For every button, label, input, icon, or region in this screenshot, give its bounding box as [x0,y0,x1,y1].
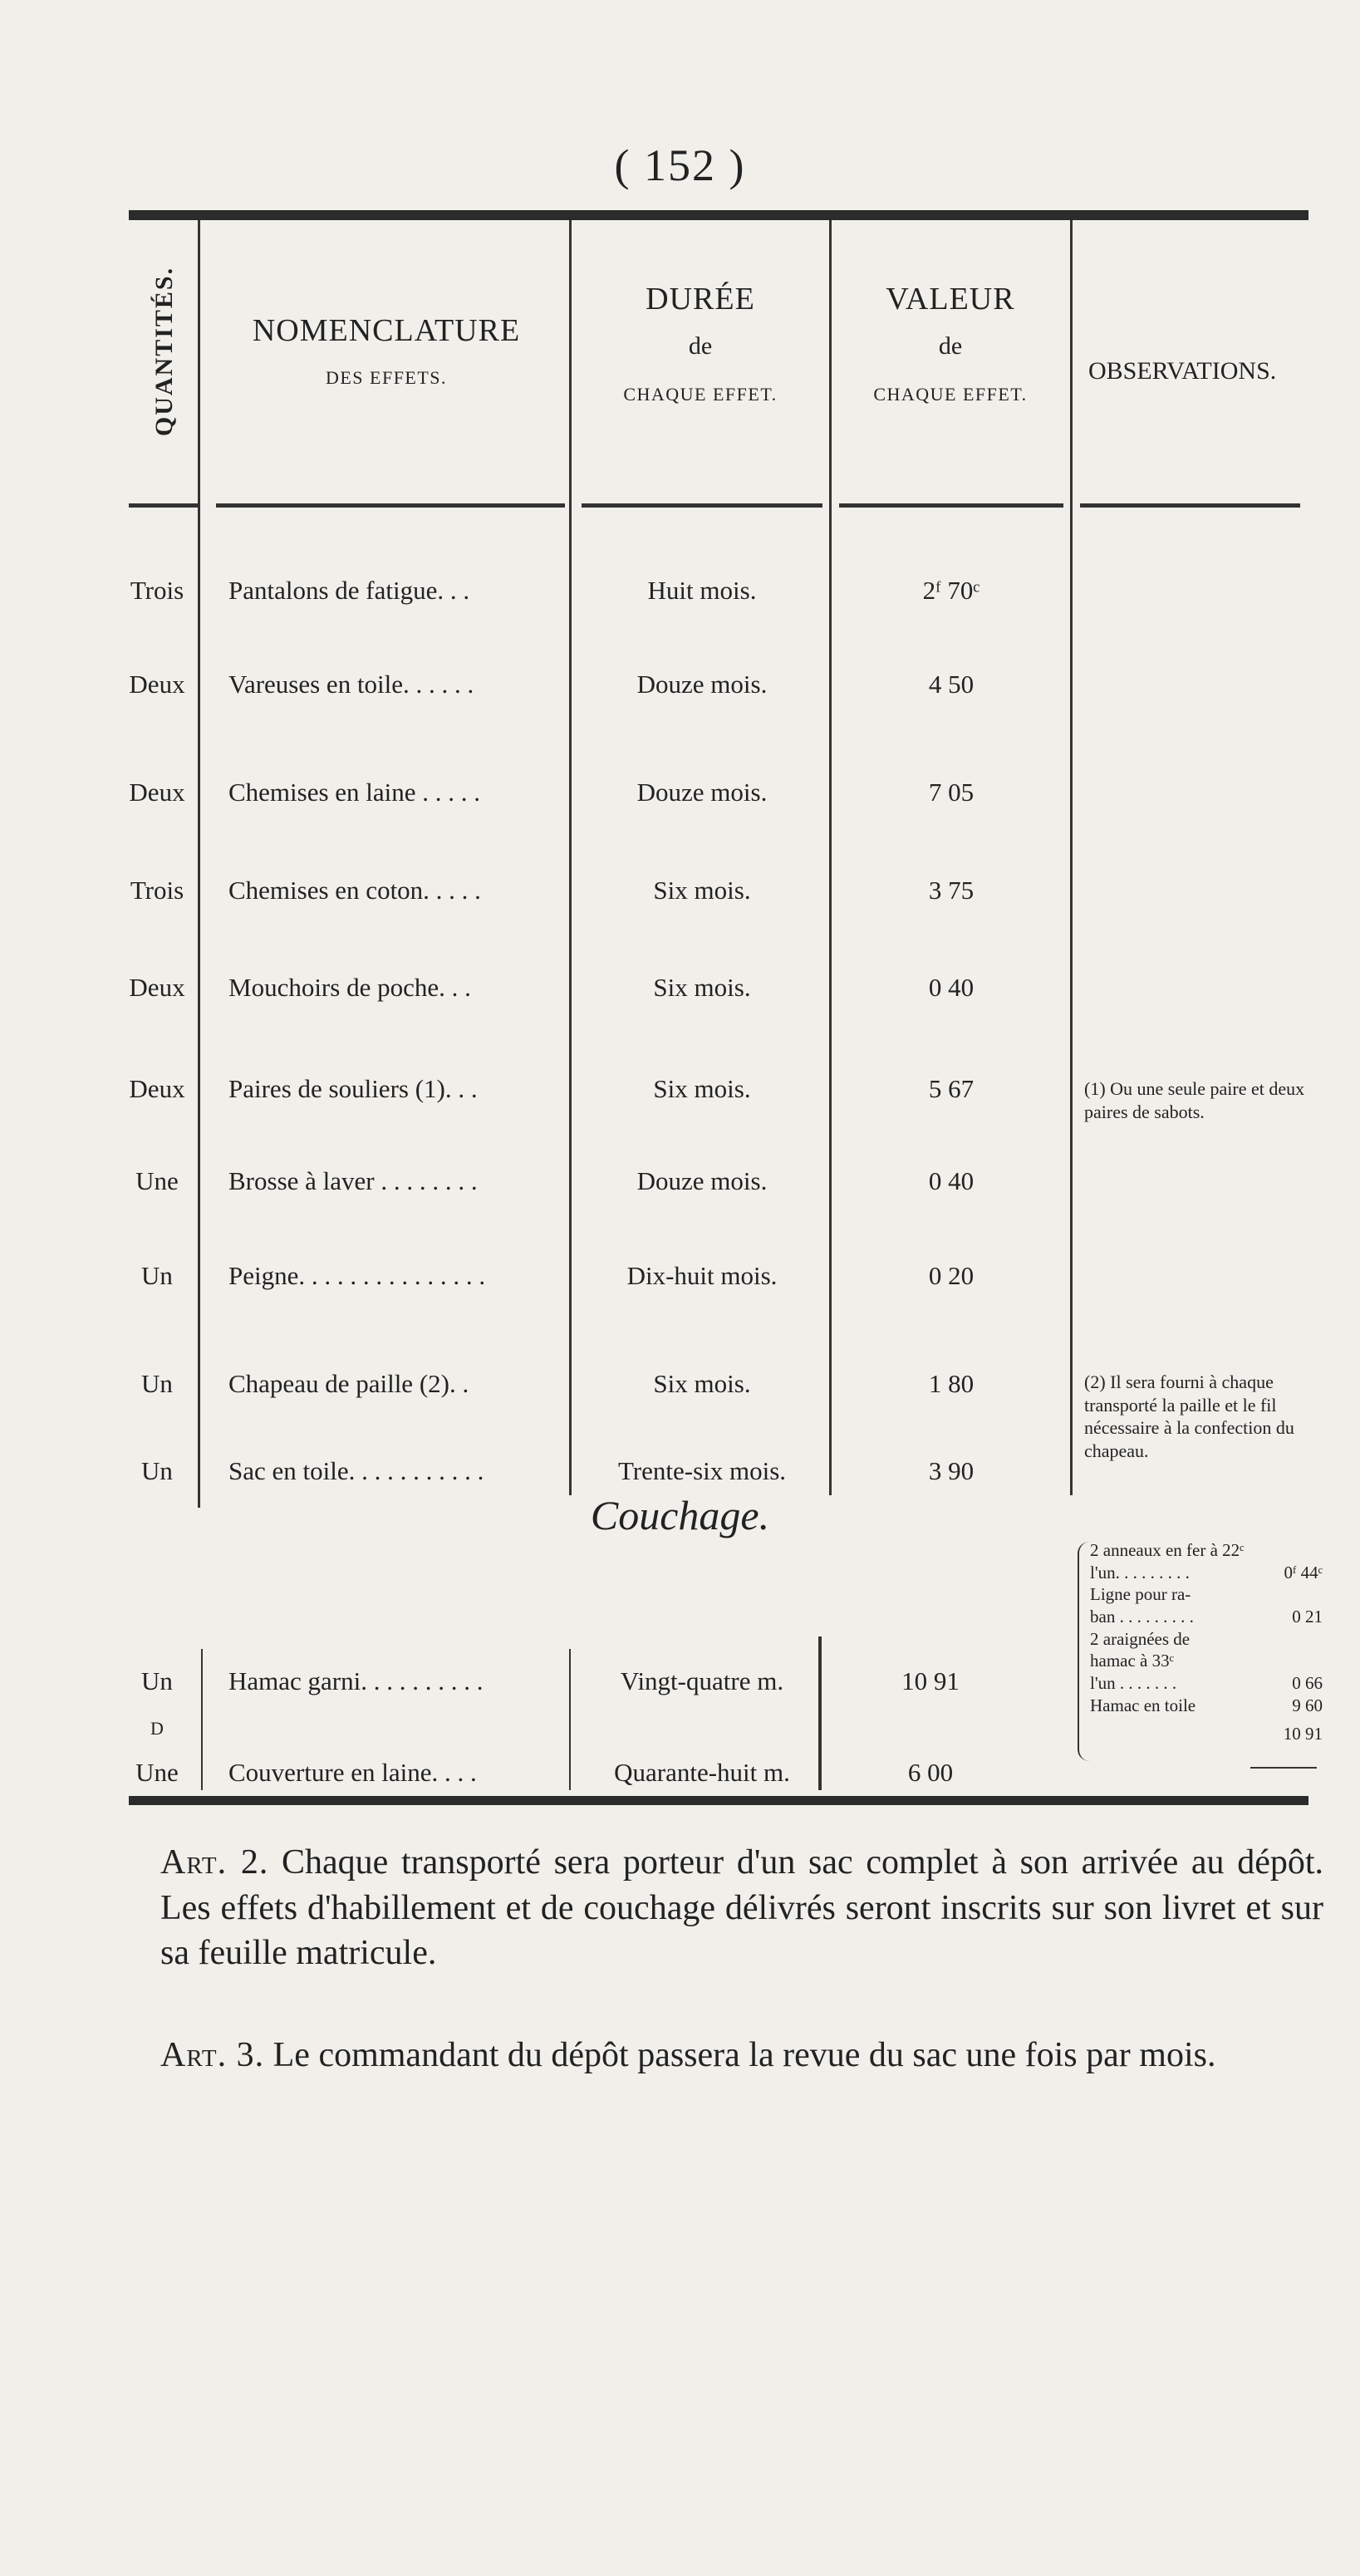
row-value: 4 50 [928,670,975,699]
col-sep-nom [569,220,572,1495]
header-duree: DURÉE de CHAQUE EFFET. [623,282,778,405]
header-underline-obs [1080,503,1300,508]
breakdown-line: ban . . . . . . . . . 0 21 [1090,1606,1323,1627]
breakdown-line: 2 araignées de [1090,1628,1191,1649]
row-value: 3 90 [928,1456,975,1485]
breakdown-total: 10 91 [1283,1724,1323,1744]
hamac-price-breakdown [1090,1539,1323,1745]
breakdown-line: hamac à 33ᶜ [1090,1651,1174,1671]
breakdown-line: l'un . . . . . . . 0 66 [1090,1672,1323,1693]
article-text: Le commandant du dépôt passera la revue du sac une fois par mois. [272,2036,1216,2074]
header-underline-nom [216,503,565,508]
section-title-couchage: Couchage. [590,1492,770,1538]
row-quantity: Une [135,1166,179,1195]
article-label: Art. 2. [160,1843,269,1882]
breakdown-line: Hamac en toile 9 60 [1090,1695,1323,1715]
row-value: 2ᶠ 70ᶜ [922,576,980,605]
row-duration: Six mois. [653,1074,751,1103]
row-quantity: Trois [130,576,184,605]
row-item: Chemises en laine . . . . . [228,778,481,807]
row-item: Peigne. . . . . . . . . . . . . . . [228,1261,486,1290]
breakdown-total-rule [1250,1767,1317,1769]
observation-note-2: (2) Il sera fourni à chaque transporté la paille et le fil nécessaire à la confection du chapeau. [1084,1371,1294,1461]
row-value: 0 20 [928,1261,975,1290]
row-quantity: Une [135,1758,179,1787]
breakdown-line: Ligne pour ra- [1090,1584,1191,1605]
row-item: Chemises en coton. . . . . [228,876,481,905]
row-value: 0 40 [928,1166,975,1195]
row-quantity: Un [141,1369,173,1398]
row-item: Brosse à laver . . . . . . . . [228,1166,478,1195]
row-value: 5 67 [928,1074,975,1103]
col-sep-nom-couchage [569,1649,571,1790]
header-quantites: QUANTITÉS. [150,266,178,437]
article-label: Art. 3. [160,2036,265,2074]
row-value: 0 40 [928,973,975,1002]
row-item: Chapeau de paille (2). . [228,1369,469,1398]
row-duration: Trente-six mois. [617,1456,787,1485]
stray-mark: D [150,1718,164,1739]
row-quantity: Un [141,1456,173,1485]
row-item: Paires de souliers (1). . . [228,1074,478,1103]
breakdown-line: l'un. . . . . . . . . 0ᶠ 44ᶜ [1090,1562,1323,1582]
row-duration: Douze mois. [636,670,768,699]
row-duration: Douze mois. [636,778,768,807]
col-sep-dur [829,220,832,1495]
row-duration: Dix-huit mois. [626,1261,778,1290]
table-bottom-rule [129,1796,1308,1805]
row-duration: Quarante-huit m. [614,1758,790,1787]
row-value: 3 75 [928,876,975,905]
article-3 [160,2033,1323,2078]
header-underline-dur [582,503,822,508]
row-duration: Douze mois. [636,1166,768,1195]
row-quantity: Trois [130,876,184,905]
page-number: ( 152 ) [614,140,746,190]
row-quantity: Un [141,1261,173,1290]
row-quantity: Deux [129,670,185,699]
table-top-rule [129,210,1308,220]
row-item: Pantalons de fatigue. . . [228,576,470,605]
row-item: Sac en toile. . . . . . . . . . . [228,1456,484,1485]
header-underline-qty [129,503,199,508]
article-2 [160,1840,1323,1976]
row-item: Vareuses en toile. . . . . . [228,670,474,699]
row-value: 10 91 [901,1666,960,1695]
row-duration: Six mois. [653,1369,751,1398]
row-item: Hamac garni. . . . . . . . . . [228,1666,484,1695]
row-quantity: Un [141,1666,173,1695]
row-item: Couverture en laine. . . . [228,1758,477,1787]
header-valeur: VALEUR de CHAQUE EFFET. [873,282,1028,405]
observation-note-1: (1) Ou une seule paire et deux paires de sabots. [1084,1078,1305,1122]
row-quantity: Deux [129,1074,185,1103]
col-sep-qty-couchage [201,1649,203,1790]
row-duration: Six mois. [653,973,751,1002]
row-item: Mouchoirs de poche. . . [228,973,471,1002]
row-value: 7 05 [928,778,975,807]
header-observations: OBSERVATIONS. [1088,357,1277,385]
row-quantity: Deux [129,778,185,807]
row-duration: Vingt-quatre m. [620,1666,784,1695]
row-value: 1 80 [928,1369,975,1398]
breakdown-line: 2 anneaux en fer à 22ᶜ [1090,1540,1245,1560]
row-duration: Huit mois. [647,576,757,605]
col-sep-qty [198,220,200,1508]
header-underline-val [839,503,1063,508]
header-nomenclature: NOMENCLATURE DES EFFETS. [252,313,521,388]
row-duration: Six mois. [653,876,751,905]
row-value: 6 00 [907,1758,954,1787]
col-sep-val [1070,220,1073,1495]
row-quantity: Deux [129,973,185,1002]
article-text: Chaque transporté sera porteur d'un sac complet à son arrivée au dépôt. Les effets d'habillement et de couchage délivrés seront inscrits sur son livret et sur sa feuille matricule. [160,1843,1324,1973]
